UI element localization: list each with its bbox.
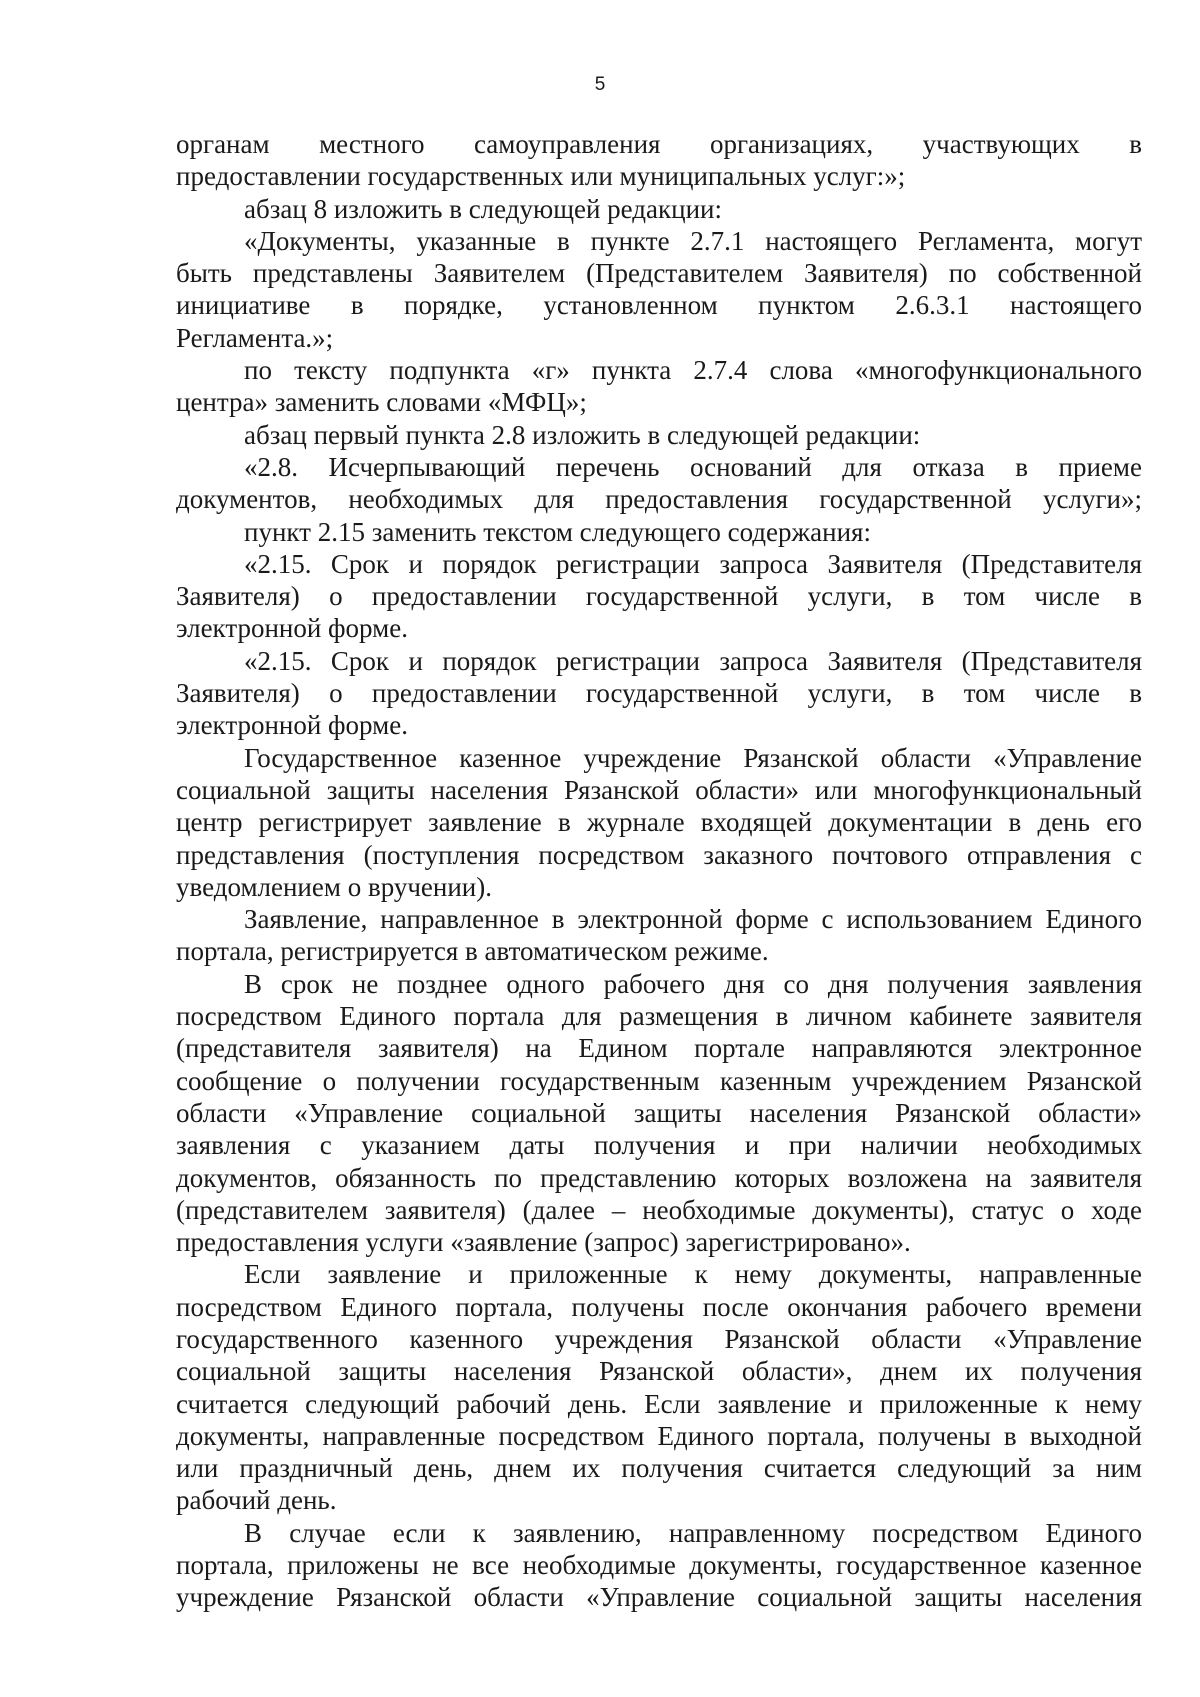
text-line: электронной форме. bbox=[176, 710, 408, 741]
text-line: считается следующий рабочий день. Если заявление и приложенные к нему bbox=[176, 1388, 1142, 1419]
text-line: органам местного самоуправления организациях, участвующих в bbox=[176, 129, 1142, 159]
text-line: В срок не позднее одного рабочего дня со дня получения заявления bbox=[244, 968, 1142, 999]
text-line: электронной форме. bbox=[176, 613, 408, 644]
text-line: государственного казенного учреждения Рязанской области «Управление bbox=[176, 1323, 1142, 1354]
text-line: или праздничный день, днем их получения считается следующий за ним bbox=[176, 1453, 1142, 1484]
text-line: сообщение о получении государственным казенным учреждением Рязанской bbox=[176, 1065, 1142, 1096]
text-line: Государственное казенное учреждение Рязанской области «Управление bbox=[244, 742, 1142, 773]
text-line: (представителя заявителя) на Едином портале направляются электронное bbox=[176, 1033, 1142, 1064]
text-line: «2.8. Исчерпывающий перечень оснований для отказа в приеме bbox=[244, 451, 1142, 482]
text-line: портала, приложены не все необходимые документы, государственное казенное bbox=[176, 1550, 1142, 1581]
text-line: документы, направленные посредством Единого портала, получены в выходной bbox=[176, 1420, 1142, 1451]
text-line: по тексту подпункта «г» пункта 2.7.4 слова «многофункционального bbox=[244, 355, 1142, 386]
text-line: центр регистрирует заявление в журнале входящей документации в день его bbox=[176, 807, 1142, 838]
text-line: (представителем заявителя) (далее – необходимые документы), статус о ходе bbox=[176, 1194, 1142, 1225]
text-line: пункт 2.15 заменить текстом следующего содержания: bbox=[244, 516, 871, 547]
text-line: учреждение Рязанской области «Управление социальной защиты населения bbox=[176, 1582, 1142, 1613]
text-line: инициативе в порядке, установленном пунктом 2.6.3.1 настоящего bbox=[176, 290, 1142, 321]
text-line: центра» заменить словами «МФЦ»; bbox=[176, 387, 587, 418]
text-line: быть представлены Заявителем (Представителем Заявителя) по собственной bbox=[176, 258, 1142, 289]
text-line: уведомлением о вручении). bbox=[176, 871, 492, 902]
text-line: рабочий день. bbox=[176, 1485, 337, 1516]
text-line: Если заявление и приложенные к нему документы, направленные bbox=[244, 1259, 1142, 1290]
text-line: В случае если к заявлению, направленному посредством Единого bbox=[244, 1517, 1142, 1548]
page-number: 5 bbox=[594, 74, 606, 95]
text-line: социальной защиты населения Рязанской области», днем их получения bbox=[176, 1356, 1142, 1387]
text-line: «2.15. Срок и порядок регистрации запроса Заявителя (Представителя bbox=[244, 548, 1142, 579]
text-line: Заявление, направленное в электронной форме с использованием Единого bbox=[244, 904, 1142, 935]
text-line: социальной защиты населения Рязанской области» или многофункциональный bbox=[176, 774, 1142, 805]
text-line: Заявителя) о предоставлении государственной услуги, в том числе в bbox=[176, 581, 1142, 612]
text-line: абзац первый пункта 2.8 изложить в следующей редакции: bbox=[244, 419, 921, 450]
text-line: «Документы, указанные в пункте 2.7.1 настоящего Регламента, могут bbox=[244, 225, 1142, 256]
text-line: посредством Единого портала, получены после окончания рабочего времени bbox=[176, 1291, 1142, 1322]
text-line: предоставления услуги «заявление (запрос) зарегистрировано». bbox=[176, 1227, 911, 1258]
text-line: заявления с указанием даты получения и при наличии необходимых bbox=[176, 1130, 1142, 1161]
text-line: области «Управление социальной защиты населения Рязанской области» bbox=[176, 1097, 1142, 1128]
text-line: Регламента.»; bbox=[176, 322, 334, 353]
text-line: предоставлении государственных или муниципальных услуг:»; bbox=[176, 161, 906, 192]
text-line: представления (поступления посредством заказного почтового отправления с bbox=[176, 839, 1142, 870]
text-line: документов, необходимых для предоставления государственной услуги»; bbox=[176, 484, 1142, 515]
text-line: посредством Единого портала для размещения в личном кабинете заявителя bbox=[176, 1001, 1142, 1032]
text-line: портала, регистрируется в автоматическом режиме. bbox=[176, 936, 769, 967]
text-line: документов, обязанность по представлению которых возложена на заявителя bbox=[176, 1162, 1142, 1193]
document-body bbox=[176, 128, 1142, 1614]
text-line: абзац 8 изложить в следующей редакции: bbox=[244, 193, 722, 224]
text-line: Заявителя) о предоставлении государственной услуги, в том числе в bbox=[176, 678, 1142, 709]
text-line: «2.15. Срок и порядок регистрации запроса Заявителя (Представителя bbox=[244, 645, 1142, 676]
